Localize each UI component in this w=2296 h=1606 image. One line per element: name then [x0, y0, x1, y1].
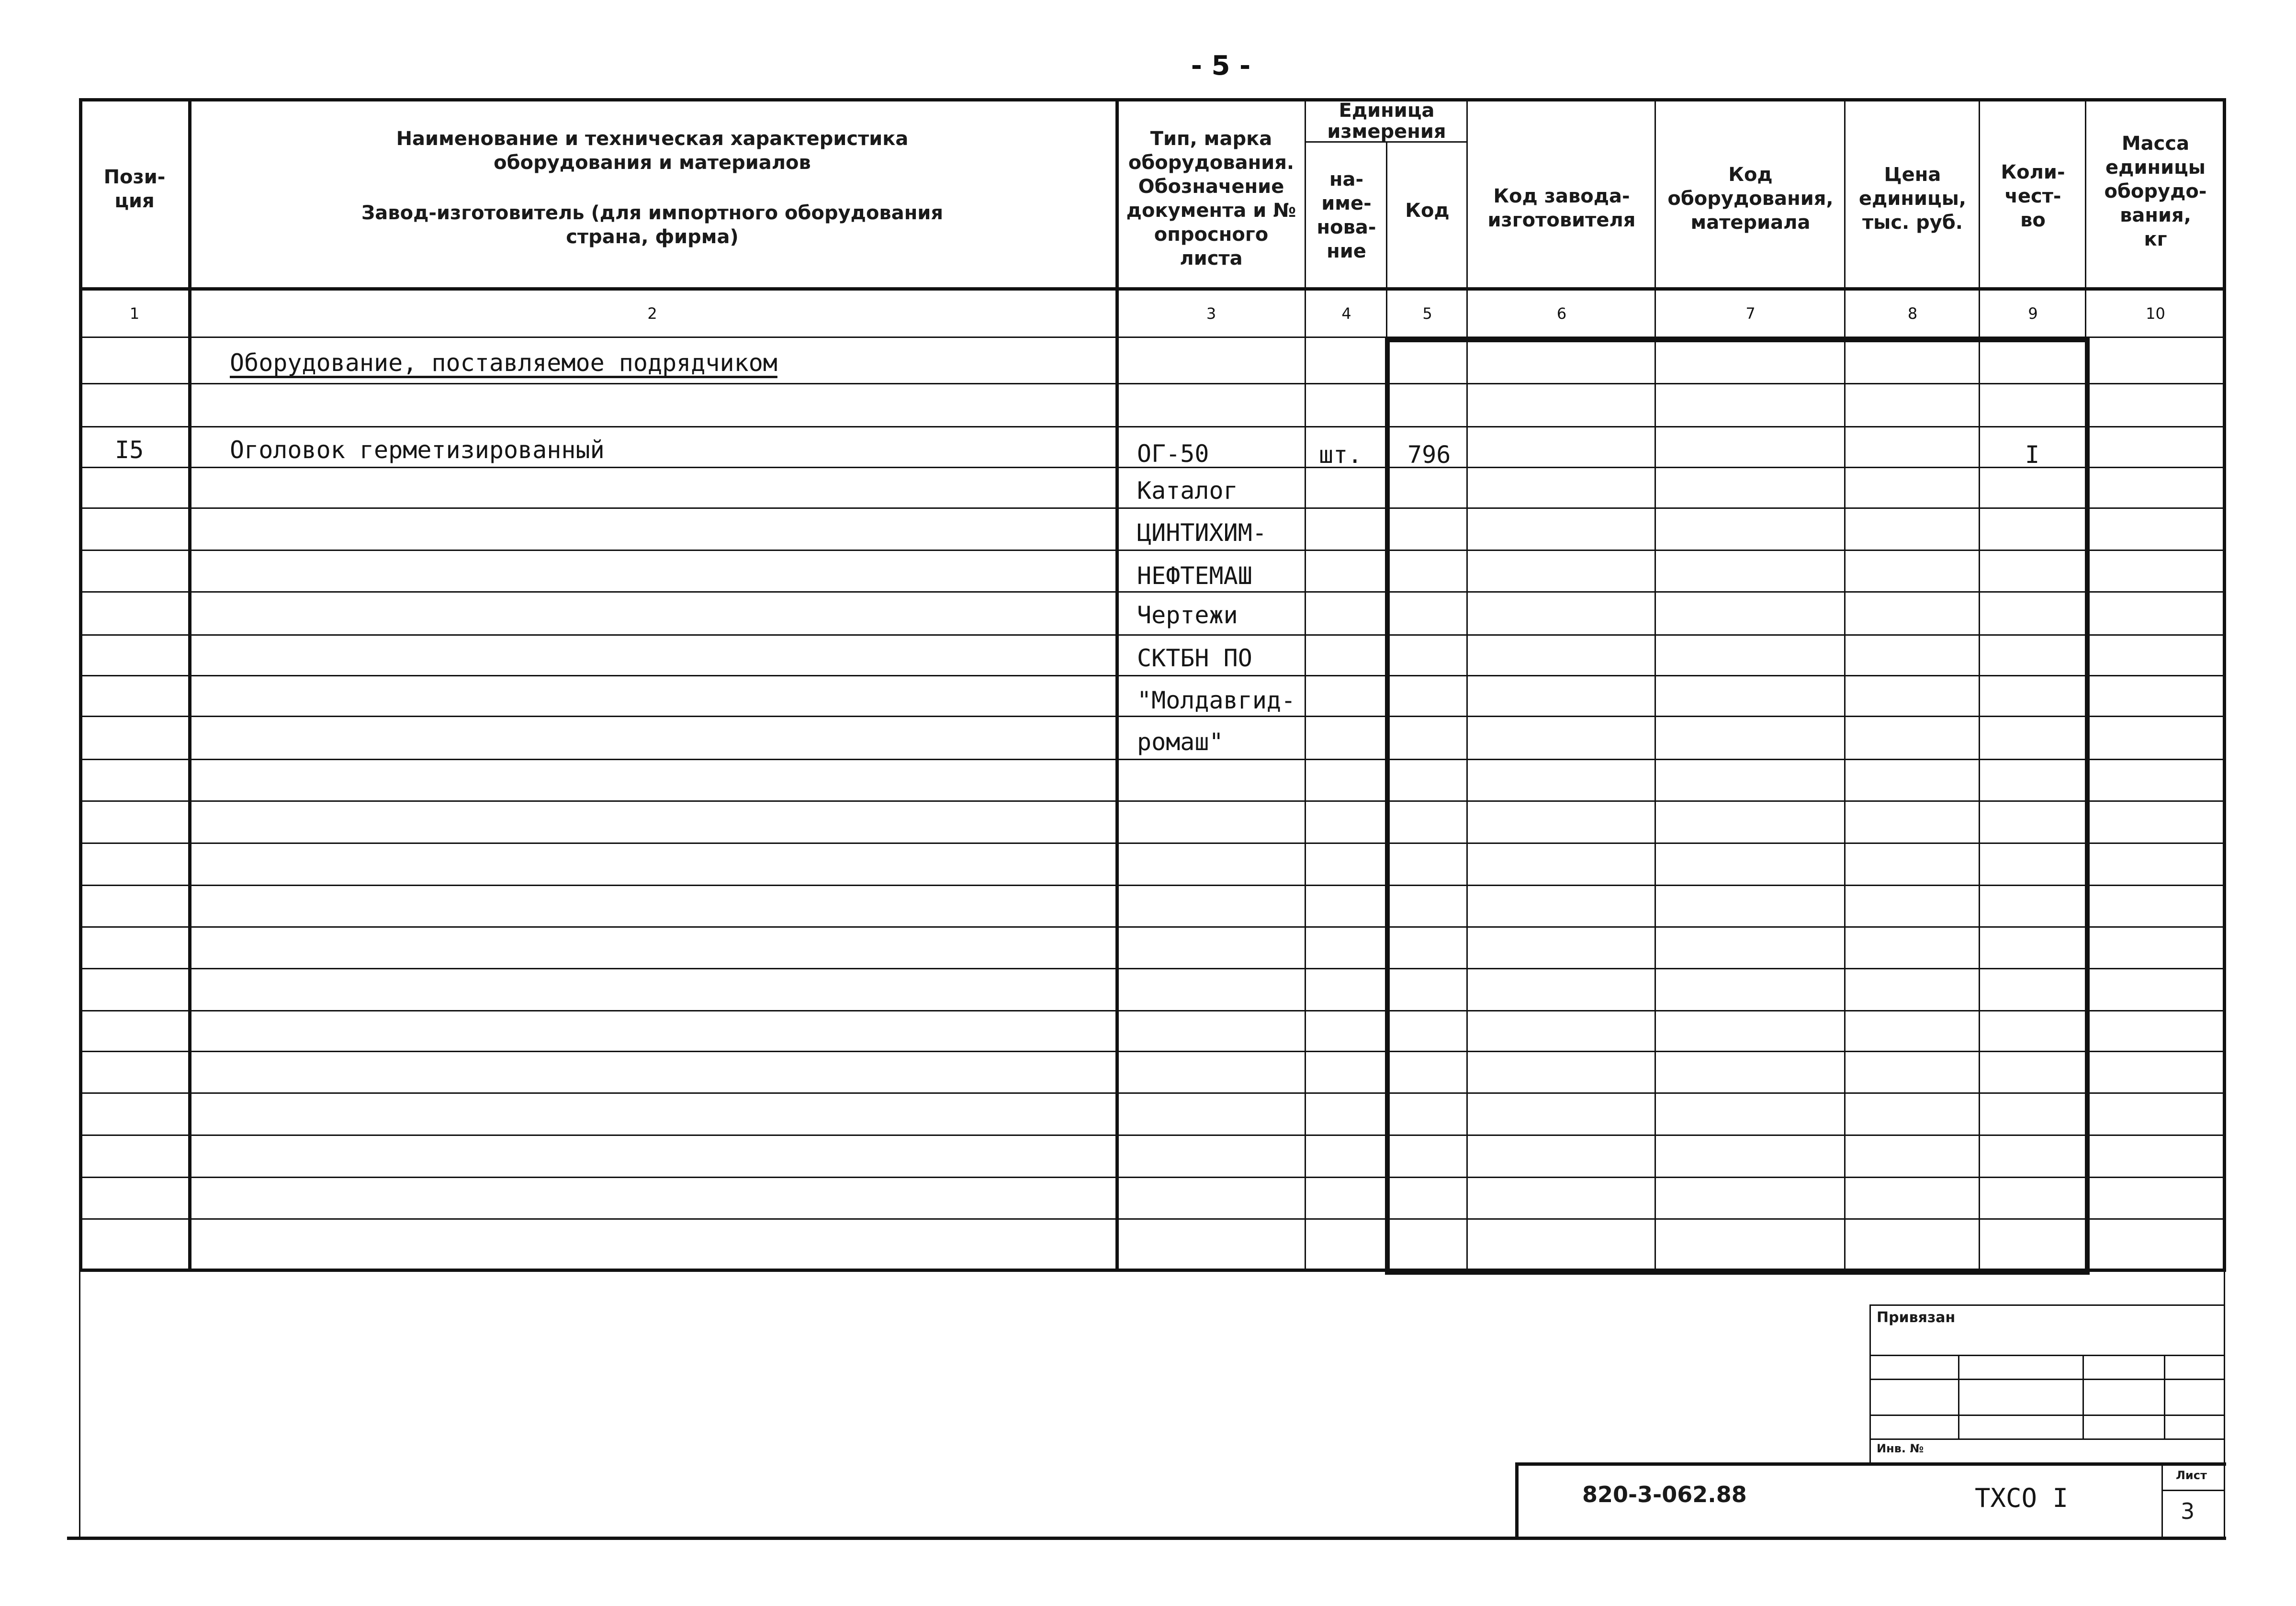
column-number: 7 — [1745, 304, 1756, 323]
item-type-line: ромаш" — [1137, 728, 1224, 756]
header-unit-code: Код — [1405, 200, 1450, 222]
item-type-line: Каталог — [1137, 477, 1238, 505]
header-manufacturer: Завод-изготовитель (для импортного оборудования страна, фирма) — [361, 202, 944, 248]
item-type-line: НЕФТЕМАШ — [1137, 562, 1252, 590]
document-code: 820-3-062.88 — [1582, 1482, 1747, 1507]
item-unit-name: шт. — [1319, 441, 1362, 469]
header-type: Тип, марка оборудования. Обозначение документа и № опросного листа — [1126, 128, 1296, 270]
item-position: I5 — [115, 436, 144, 464]
header-mass: Масса единицы оборудо- вания, кг — [2104, 133, 2207, 250]
header-unit-name: на- име- нова- ние — [1317, 168, 1376, 262]
sheet-label: Лист — [2176, 1469, 2207, 1482]
column-number: 1 — [129, 304, 140, 323]
highlight-box — [1385, 337, 2090, 1275]
inventory-label: Инв. № — [1877, 1442, 1924, 1455]
column-number: 10 — [2146, 304, 2165, 323]
item-type-line: Чертежи — [1137, 601, 1238, 629]
document-mark: ТХСО I — [1975, 1483, 2069, 1513]
attached-label: Привязан — [1877, 1309, 1956, 1326]
section-title: Оборудование, поставляемое подрядчиком — [230, 349, 777, 377]
column-number: 5 — [1422, 304, 1432, 323]
header-quantity: Коли- чест- во — [2001, 161, 2065, 231]
item-name: Оголовок герметизированный — [230, 436, 605, 464]
item-type-line: ОГ-50 — [1137, 440, 1209, 468]
header-price: Цена единицы, тыс. руб. — [1858, 164, 1967, 234]
column-number: 9 — [2028, 304, 2038, 323]
item-type-line: "Молдавгид- — [1137, 686, 1296, 714]
column-number: 6 — [1556, 304, 1567, 323]
item-type-line: СКТБН ПО — [1137, 644, 1252, 672]
column-number: 3 — [1206, 304, 1216, 323]
column-number: 8 — [1907, 304, 1918, 323]
header-equipment-code: Код оборудования, материала — [1667, 164, 1834, 234]
column-number: 4 — [1341, 304, 1351, 323]
header-factory-code: Код завода- изготовителя — [1487, 185, 1636, 231]
header-name: Наименование и техническая характеристика оборудования и материалов — [396, 128, 909, 174]
sheet-number: 3 — [2181, 1498, 2195, 1524]
item-type-line: ЦИНТИХИМ- — [1137, 519, 1267, 547]
page-number: - 5 - — [1191, 50, 1251, 81]
item-quantity: I — [2025, 441, 2040, 469]
item-unit-code: 796 — [1407, 441, 1451, 469]
header-unit-group: Единица измерения — [1327, 99, 1446, 143]
header-position: Пози- ция — [103, 166, 166, 212]
column-number: 2 — [647, 304, 657, 323]
